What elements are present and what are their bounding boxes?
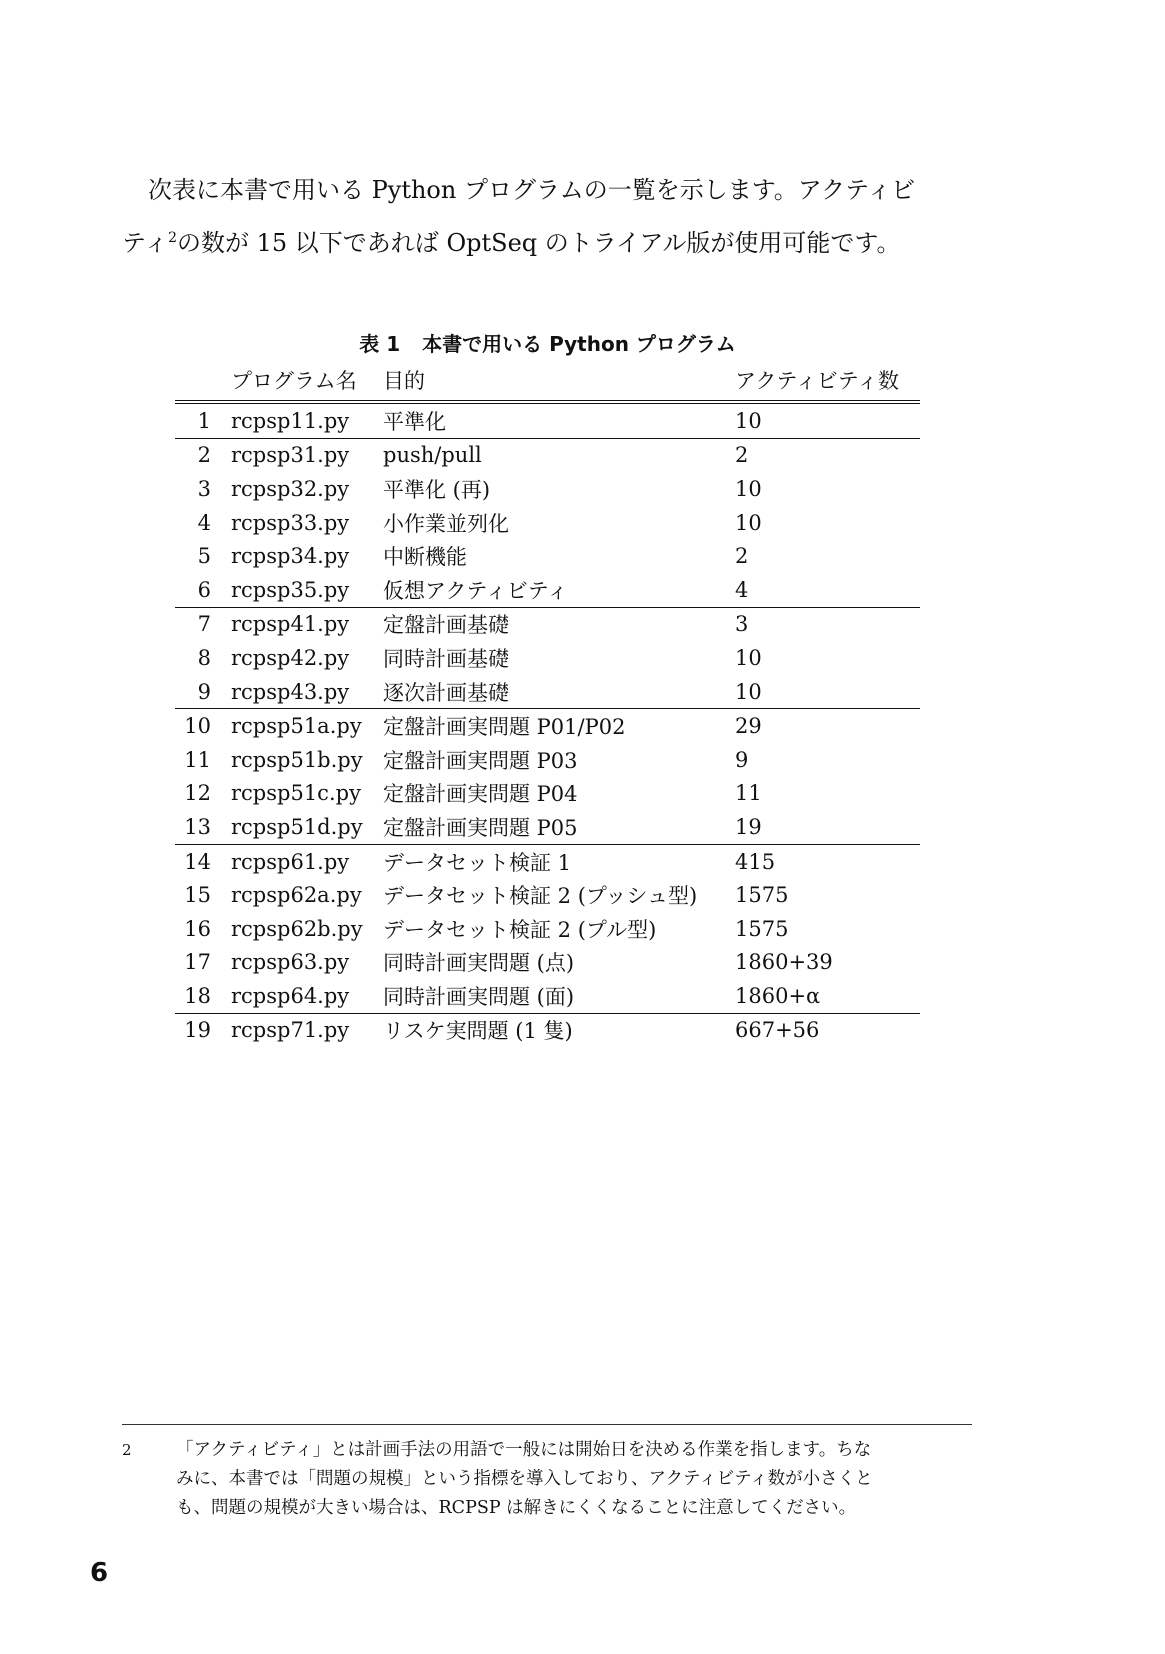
footnote-text: 「アクティビティ」とは計画手法の用語で一般には開始日を決める作業を指します。ちな みに、本書では「問題の規模」という指標を導入しており、アクティビティ数が小さくと も、問題の規模が大きい場合は、RCPSP は解きにくくなることに注意してください。 xyxy=(176,1440,873,1518)
intro-paragraph xyxy=(122,164,972,270)
table-row: 3 rcpsp32.py 平準化 (再) 10 xyxy=(197,476,762,502)
table-row: 9 rcpsp43.py 逐次計画基礎 10 xyxy=(175,675,920,709)
intro-line-2: ティ$^2$の数が 15 以下であれば OptSeq のトライアル版が使用可能です。 xyxy=(122,229,901,257)
header-index xyxy=(175,362,231,402)
table-row: 16 rcpsp62b.py データセット検証 2 (プル型) 1575 xyxy=(184,916,789,942)
table-row: 15 rcpsp62a.py データセット検証 2 (プッシュ型) 1575 xyxy=(184,883,789,909)
table-row: 7 rcpsp41.py 定盤計画基礎 3 xyxy=(197,612,749,638)
table-row: 13 rcpsp51d.py 定盤計画実問題 P05 19 xyxy=(175,810,920,844)
table-row: 1 rcpsp11.py 平準化 10 xyxy=(175,402,920,438)
table-row: 12 rcpsp51c.py 定盤計画実問題 P04 11 xyxy=(184,781,762,807)
footnote-ref[interactable]: 2 xyxy=(168,230,178,246)
table-row: 18 rcpsp64.py 同時計画実問題 (面) 1860+α xyxy=(175,979,920,1013)
table-row: 6 rcpsp35.py 仮想アクティビティ 4 xyxy=(175,573,920,607)
table-row: 8 rcpsp42.py 同時計画基礎 10 xyxy=(197,645,762,671)
table-header-row xyxy=(175,362,920,402)
footnote-divider xyxy=(122,1424,972,1425)
table-row: 19 rcpsp71.py リスケ実問題 (1 隻) 667+56 xyxy=(184,1018,820,1044)
table-row: 4 rcpsp33.py 小作業並列化 10 xyxy=(197,510,762,536)
page-number: 6 xyxy=(90,1558,109,1588)
footnote-mark: 2 xyxy=(122,1441,132,1459)
table-row: 17 rcpsp63.py 同時計画実問題 (点) 1860+39 xyxy=(184,950,833,976)
footnote xyxy=(122,1436,972,1523)
program-table xyxy=(175,362,920,1047)
header-program-name: プログラム名 xyxy=(231,362,383,402)
table-row: 2 rcpsp31.py push/pull 2 xyxy=(197,443,749,468)
header-purpose: 目的 xyxy=(383,362,735,402)
intro-line-1: 次表に本書で用いる Python プログラムの一覧を示します。アクティビ xyxy=(148,176,916,204)
table-caption: 表 1 本書で用いる Python プログラム xyxy=(359,332,736,356)
table-row: 11 rcpsp51b.py 定盤計画実問題 P03 9 xyxy=(184,747,749,773)
table-row: 14 rcpsp61.py データセット検証 1 415 xyxy=(184,849,776,875)
table-row: 5 rcpsp34.py 中断機能 2 xyxy=(197,544,749,570)
table-row: 10 rcpsp51a.py 定盤計画実問題 P01/P02 29 xyxy=(184,714,762,740)
header-activity-count: アクティビティ数 xyxy=(735,362,920,402)
